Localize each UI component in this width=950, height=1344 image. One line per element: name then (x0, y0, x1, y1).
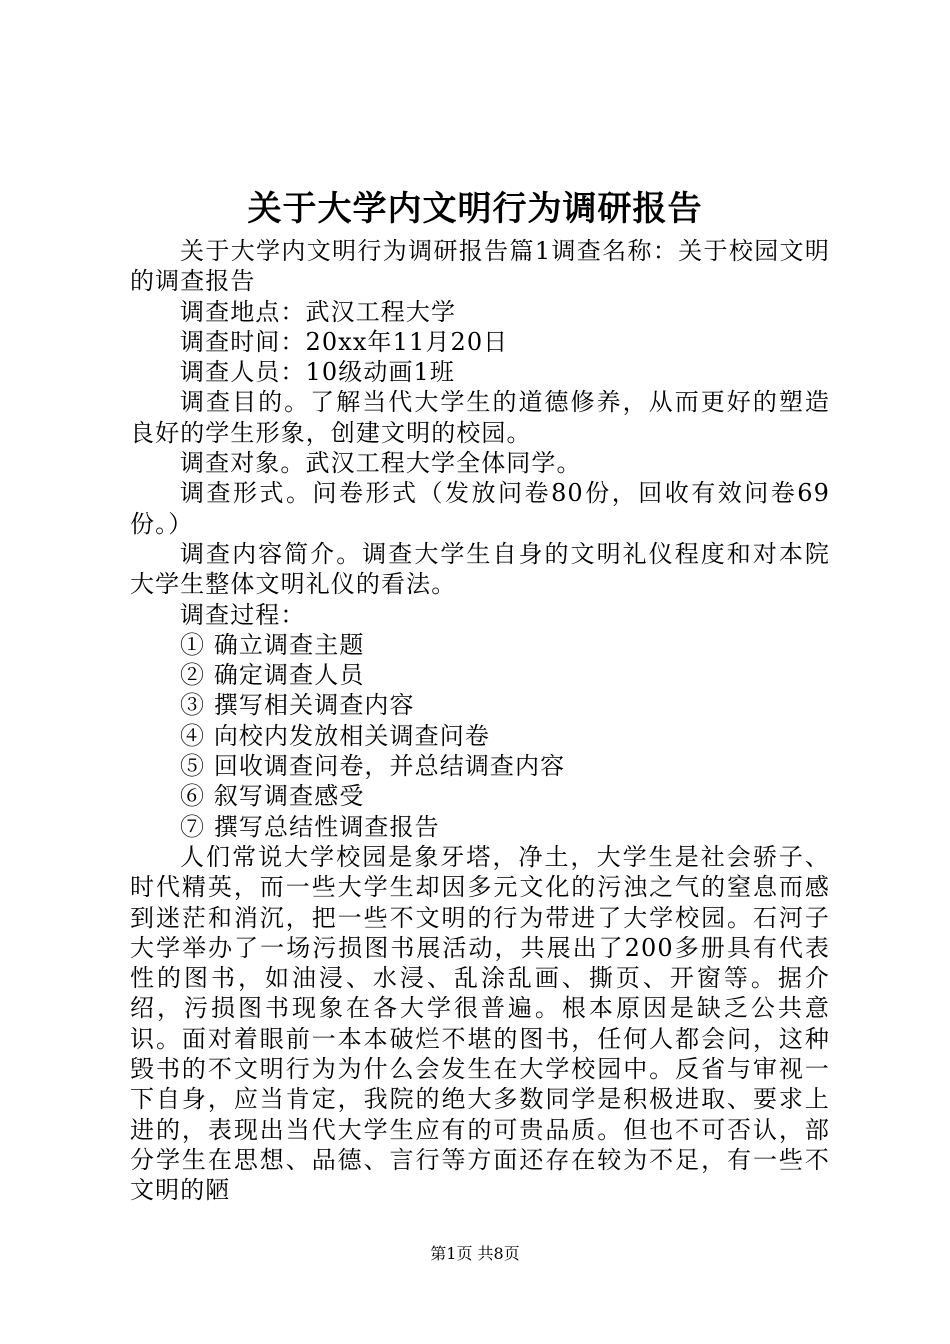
page-number-footer: 第1页 共8页 (430, 1244, 520, 1263)
process-step-6: ⑥ 叙写调查感受 (180, 782, 365, 811)
paragraph-discussion: 人们常说大学校园是象牙塔，净土，大学生是社会骄子、时代精英，而一些大学生却因多元文化的污浊之气的窒息而感到迷茫和消沉，把一些不文明的行为带进了大学校园。石河子大学举办了一场污损图书展活动，共展出了200多册具有代表性的图书，如油浸、水浸、乱涂乱画、撕页、开窗等。据介绍，污损图书现象在各大学很普遍。根本原因是缺乏公共意识。面对着眼前一本本破烂不堪的图书，任何人都会问，这种毁书的不文明行为为什么会发生在大学校园中。反省与审视一下自身，应当肯定，我院的绝大多数同学是积极进取、要求上进的，表现出当代大学生应有的可贵品质。但也不可否认，部分学生在思想、品德、言行等方面还存在较为不足，有一些不文明的陋 (130, 842, 830, 1205)
paragraph-location: 调查地点：武汉工程大学 (180, 297, 457, 326)
process-step-2: ② 确定调查人员 (180, 661, 365, 690)
process-step-4: ④ 向校内发放相关调查问卷 (180, 721, 490, 750)
paragraph-content: 调查内容简介。调查大学生自身的文明礼仪程度和对本院大学生整体文明礼仪的看法。 (130, 539, 830, 599)
process-step-1: ① 确立调查主题 (180, 630, 365, 659)
document-body (130, 236, 830, 1206)
paragraph-time: 调查时间：20xx年11月20日 (180, 327, 509, 356)
paragraph-form: 调查形式。问卷形式（发放问卷80份，回收有效问卷69份。） (130, 479, 830, 538)
paragraph-process: 调查过程： (180, 600, 306, 629)
paragraph-intro: 关于大学内文明行为调研报告篇1调查名称：关于校园文明的调查报告 (130, 237, 830, 296)
process-step-7: ⑦ 撰写总结性调查报告 (180, 812, 440, 841)
paragraph-purpose: 调查目的。了解当代大学生的道德修养，从而更好的塑造良好的学生形象，创建文明的校园。 (130, 388, 830, 447)
paragraph-subject: 调查对象。武汉工程大学全体同学。 (180, 449, 582, 478)
document-title: 关于大学内文明行为调研报告 (247, 189, 703, 229)
paragraph-personnel: 调查人员：10级动画1班 (180, 358, 456, 387)
process-step-5: ⑤ 回收调查问卷，并总结调查内容 (180, 752, 566, 781)
process-step-3: ③ 撰写相关调查内容 (180, 691, 415, 720)
